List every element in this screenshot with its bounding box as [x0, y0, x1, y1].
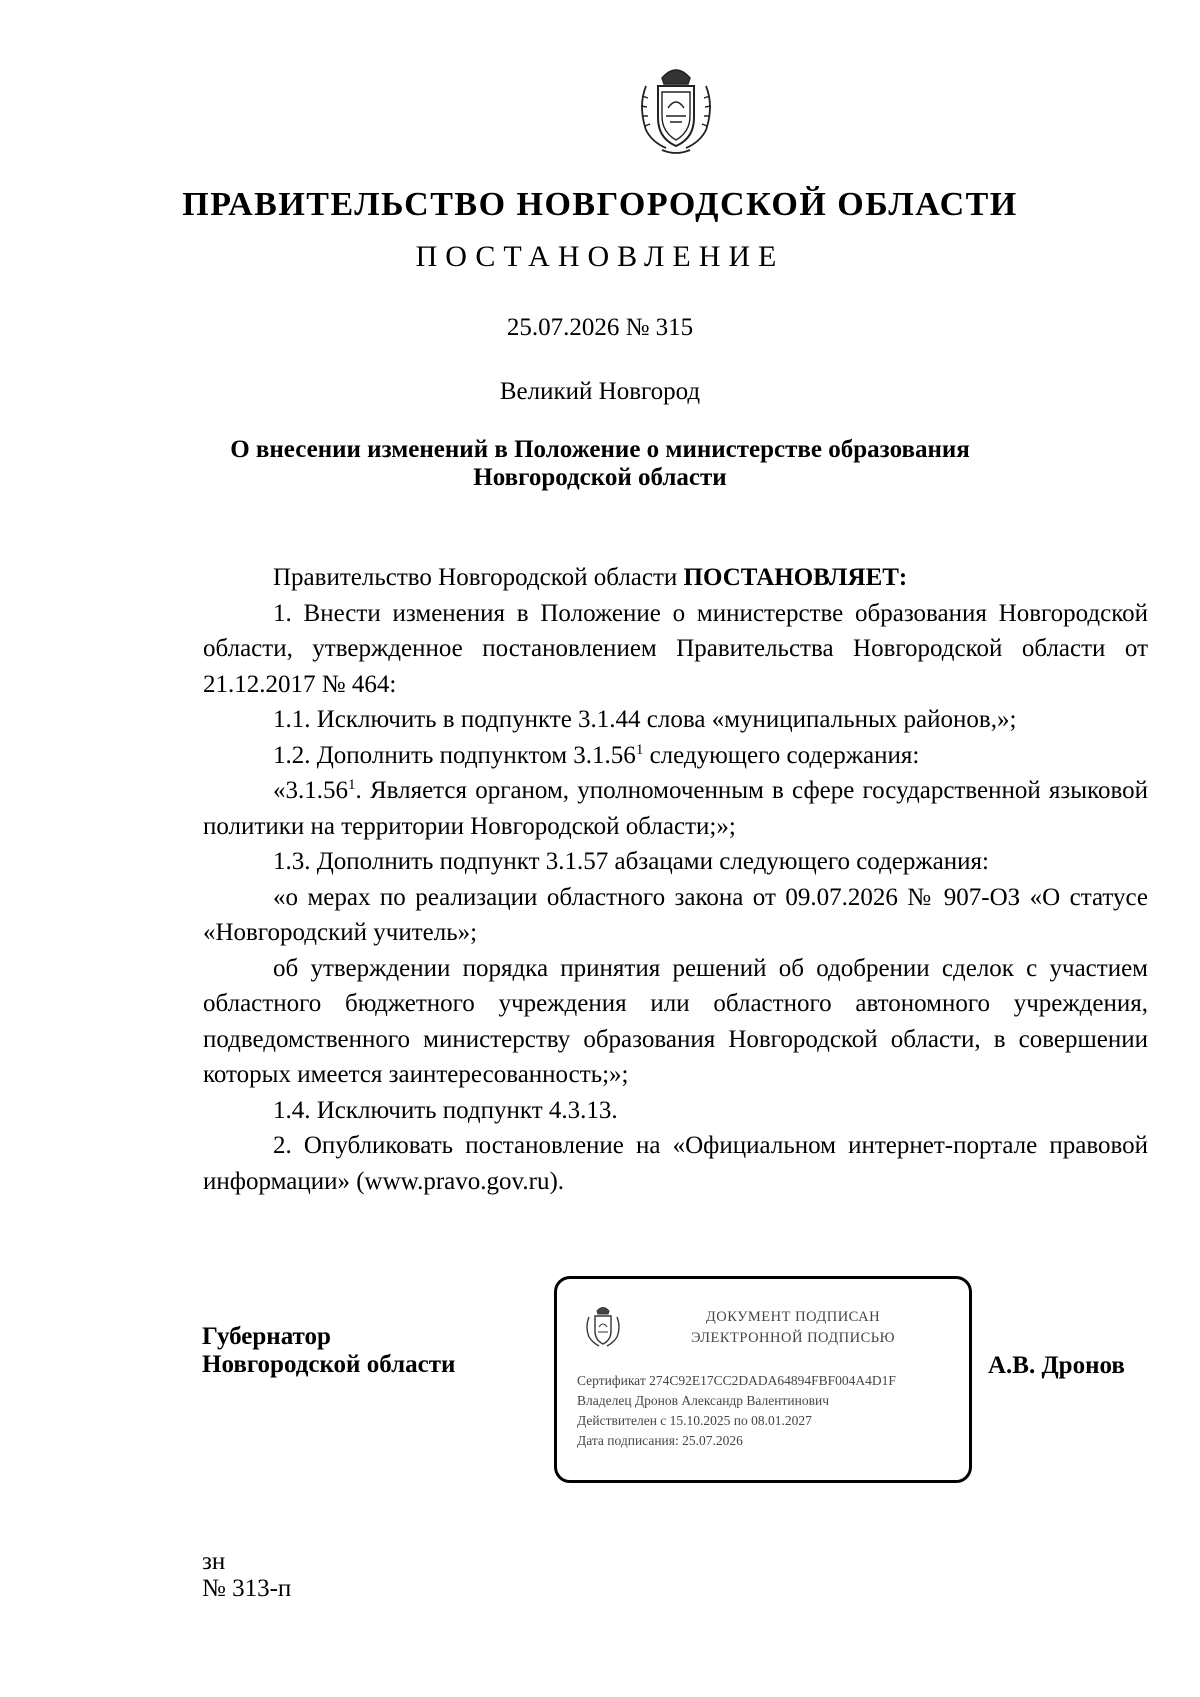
certificate-validity: Действителен с 15.10.2025 по 08.01.2027	[577, 1413, 812, 1428]
item-1-3: 1.3. Дополнить подпункт 3.1.57 абзацами следующего содержания:	[273, 848, 989, 875]
item-1-3-paragraph-b: об утверждении порядка принятия решений об одобрении сделок с участием областного бюджетного учреждения или областного автономного учреждения, подведомственного министерству образования Новгородской области, в совершении которых имеется заинтересованность;»;	[203, 954, 1148, 1088]
document-date-number: 25.07.2026 № 315	[506, 314, 694, 341]
item-1-3-paragraph-a: «о мерах по реализации областного закона от 09.07.2026 № 907-ОЗ «О статусе «Новгородский учитель»;	[203, 883, 1148, 946]
document-type: ПОСТАНОВЛЕНИЕ	[415, 240, 785, 273]
stamp-heading-line: ДОКУМЕНТ ПОДПИСАН	[705, 1309, 881, 1325]
superscript: 1	[348, 777, 356, 793]
signatory-post-line: Новгородской области	[202, 1351, 456, 1378]
quote-text: . Является органом, уполномоченным в сфере государственной языковой политики на территории Новгородской области;»;	[203, 777, 1148, 840]
electronic-signature-stamp	[554, 1276, 972, 1483]
item-1: 1. Внести изменения в Положение о министерстве образования Новгородской области, утвержденное постановлением Правительства Новгородской области от 21.12.2017 № 464:	[203, 599, 1148, 698]
stamp-details	[577, 1371, 967, 1451]
item-1-2-text: 1.2. Дополнить подпунктом 3.1.56	[273, 741, 636, 769]
stamp-heading-line: ЭЛЕКТРОННОЙ ПОДПИСЬЮ	[690, 1330, 896, 1346]
document-footer	[202, 1548, 291, 1602]
intro-text: Правительство Новгородской области	[273, 564, 684, 591]
item-1-2-text: следующего содержания:	[643, 741, 920, 769]
subject-line: О внесении изменений в Положение о министерстве образования	[230, 436, 970, 463]
item-1-2-quote	[203, 773, 1148, 844]
registration-code: № 313-п	[202, 1575, 292, 1602]
intro-paragraph	[203, 560, 1148, 596]
quote-text: «3.1.56	[273, 777, 348, 804]
signatory-post-line: Губернатор	[202, 1323, 331, 1350]
superscript: 1	[635, 741, 644, 758]
subject-line: Новгородской области	[473, 464, 727, 491]
government-title: ПРАВИТЕЛЬСТВО НОВГОРОДСКОЙ ОБЛАСТИ	[182, 186, 1018, 223]
certificate-number: Сертификат 274C92E17CC2DADA64894FBF004A4D1F	[577, 1373, 896, 1388]
stamp-heading	[675, 1307, 911, 1349]
item-1-1: 1.1. Исключить в подпункте 3.1.44 слова «муниципальных районов,»;	[273, 706, 1017, 733]
signatory-name: А.В. Дронов	[988, 1352, 1125, 1379]
document-subject	[0, 436, 1200, 492]
item-1-4: 1.4. Исключить подпункт 4.3.13.	[273, 1096, 618, 1124]
resolves-keyword: ПОСТАНОВЛЯЕТ:	[683, 564, 908, 591]
certificate-owner: Владелец Дронов Александр Валентинович	[577, 1393, 829, 1408]
item-2: 2. Опубликовать постановление на «Официальном интернет-портале правовой информации» (www.pravo.gov.ru).	[203, 1132, 1148, 1195]
signatory-post	[202, 1323, 455, 1379]
document-body	[203, 560, 1148, 1199]
document-city: Великий Новгород	[499, 378, 701, 405]
coat-of-arms-icon	[583, 1303, 623, 1349]
signing-date: Дата подписания: 25.07.2026	[577, 1433, 743, 1448]
coat-of-arms-icon	[632, 56, 720, 156]
executor-initials: зн	[202, 1548, 226, 1575]
item-1-2	[203, 738, 1148, 774]
